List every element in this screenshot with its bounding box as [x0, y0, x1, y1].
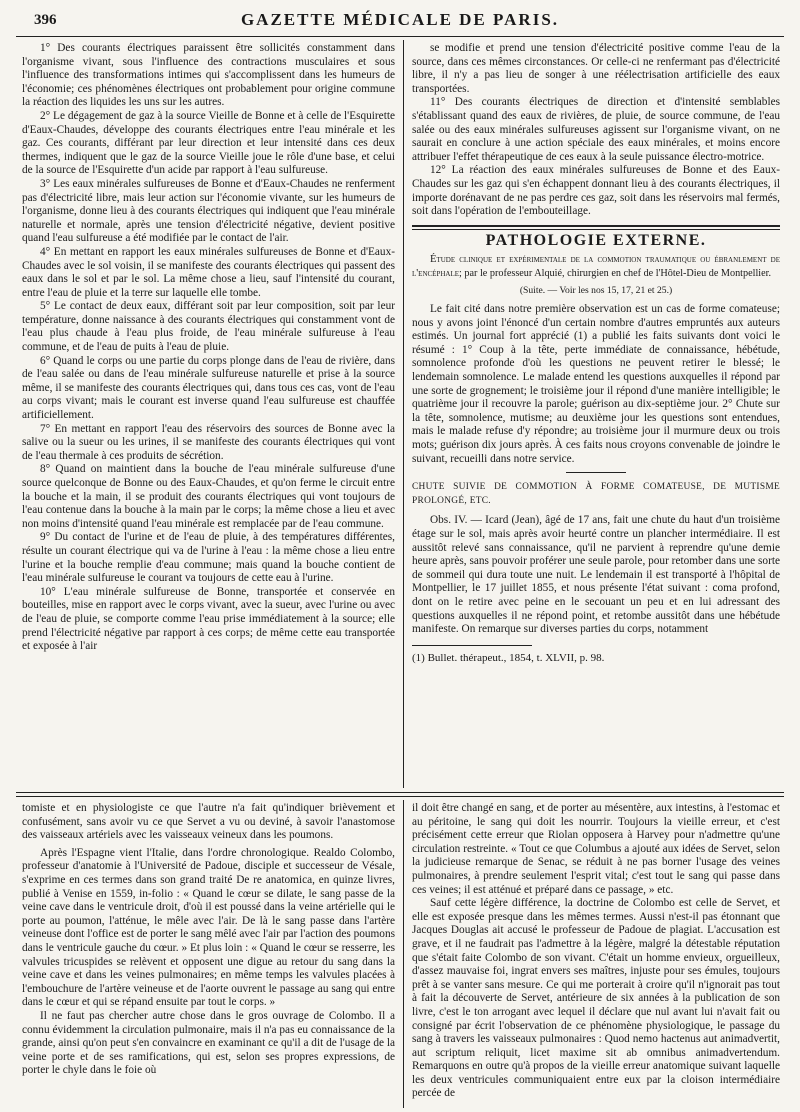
- case-heading: CHUTE SUIVIE DE COMMOTION À FORME COMATEUSE, DE MUTISME PROLONGÉ, ETC.: [412, 482, 780, 506]
- case-text: Obs. IV. — Icard (Jean), âgé de 17 ans, fait une chute du haut d'un troisième étage sur le sol, mais après avoir heurté contre un plancher intermédiaire. Il est aussitôt relevé sans connaissance, qu'il ne parvient à reprendre qu'une demie heure après, sans pouvoir proférer une seule parole, pour retomber dans une sorte de sommeil qui dura toute une nuit. Le lendemain il est transporté à l'hôpital de Montpellier, le 17 juillet 1855, et nous présente l'état suivant : coma profond, dont on le retire avec peine en le secouant un peu et en lui adressant des questions auxquelles il ne répond point, et retombe aussitôt dans une hébétude manifeste. On remarque sur diverses parties du corps, notamment: [412, 514, 780, 636]
- paragraph: 12° La réaction des eaux minérales sulfureuses de Bonne et des Eaux-Chaudes sur les gaz qui s'en échappent donnant lieu à des courants électriques, il importe dorénavant de ne pas perdre ces gaz, soit dans les réservoirs mal fermés, soit dans l'opération de l'embouteillage.: [412, 164, 780, 218]
- paragraph: se modifie et prend une tension d'électricité positive comme l'eau de la source, dans ces mêmes circonstances. Or celle-ci ne renfermant pas d'électricité libre, il n'y a pas lieu de songer à une réélectrisation artificielle des eaux transportées.: [412, 42, 780, 95]
- upper-column-divider: [403, 40, 404, 788]
- article-subtitle-caps: Étude clinique et expérimentale de la commotion traumatique ou ébranlement de l'encéphale: [412, 254, 780, 279]
- right-column-top: [412, 42, 780, 792]
- lower-column-divider: [403, 800, 404, 1108]
- footnote-rule: [412, 645, 532, 646]
- right-column-bottom: [412, 802, 780, 1108]
- feuilleton-rule-2: [16, 796, 784, 797]
- article-subtitle-rest: ; par le professeur Alquié, chirurgien en chef de l'Hôtel-Dieu de Montpellier.: [459, 267, 772, 279]
- paragraph: 1° Des courants électriques paraissent être sollicités constamment dans l'organisme vivant, sous l'influence des contractions musculaires et sous l'influence des transformations intimes qui s'accomplissent dans les humeurs de l'économie; ces phénomènes électriques ont probablement pour origine commune la réaction des liquides les uns sur les autres.: [22, 42, 395, 109]
- section-title: PATHOLOGIE EXTERNE.: [485, 231, 707, 249]
- section-rule-thin: [412, 229, 780, 230]
- page-header: [16, 8, 784, 34]
- paragraph: Après l'Espagne vient l'Italie, dans l'ordre chronologique. Realdo Colombo, professeur d'anatomie à l'Université de Padoue, disciple et successeur de Vésale, s'exprime en ces termes dans son grand traité De re anatomica, en quinze livres, publié à Venise en 1559, in-folio : « Quand le cœur se dilate, le sang passe de la veine cave dans le ventricule droit, d'où il est poussé dans la veine artérielle qui le porte au poumon, l'atténue, le mêle avec l'air. De là le sang passe dans l'artère veineuse dont l'office est de porter le sang mêlé avec l'air par l'action des poumons dans le ventricule gauche du cœur. » Et plus loin : « Quand le cœur se resserre, les valvules tricuspides se relèvent et opposent une digue au retour du sang dans la veine cave et dans les veines pulmonaires; en même temps les valvules placées à l'embouchure de l'artère veineuse et de l'aorte ouvrent le passage au sang qui entre dans le cœur et qui se répand ensuite par tout le corps. »: [22, 846, 395, 1009]
- header-rule: [16, 36, 784, 37]
- paragraph: il doit être changé en sang, et de porter au mésentère, aux intestins, à l'estomac et au péritoine, le sang qui doit les nourrir. Toujours la vieille erreur, et c'est précisément cette erreur que Riolan opposera à Harvey pour n'admettre qu'une circulation restreinte. « Tout ce que Columbus a ajouté aux idées de Servet, selon la judicieuse remarque de Senac, se réduit à ne pas borner l'usage des veines pulmonaires, à prendre seulement l'esprit vital; c'est tout le sang qui passe dans ces veines; il est atténué et préparé dans ce passage, » etc.: [412, 802, 780, 896]
- suite-note: (Suite. — Voir les nos 15, 17, 21 et 25.): [519, 284, 673, 296]
- article-subtitle: [412, 253, 780, 280]
- paragraph: 6° Quand le corps ou une partie du corps plonge dans de l'eau de rivière, dans de l'eau salée ou dans de l'eau minérale sulfureuse naturelle et prise à la source même, il se manifeste des courants électriques qui, dans tous ces cas, vont de l'eau au corps vivant; mais le courant est inverse quand l'eau sulfureuse est chauffée artificiellement.: [22, 354, 395, 422]
- paragraph: tomiste et en physiologiste ce que l'autre n'a fait qu'indiquer brièvement et confusément, sans avoir vu ce que Servet a vu ou deviné, à savoir l'anastomose des vaisseaux artériels avec les vaisseaux veineux dans les poumons.: [22, 802, 395, 842]
- page-number: 396: [34, 12, 57, 28]
- left-column-top: [22, 42, 395, 790]
- paragraph: Sauf cette légère différence, la doctrine de Colombo est celle de Servet, et elle est exposée presque dans les mêmes termes. Aussi n'est-il pas étonnant que Jacques Douglas ait accusé le professeur de Padoue de plagiat. L'accusation est grave, et il ne faudrait pas l'admettre à la légère, malgré la détestable réputation que s'était faite Colombo de son vivant. C'était un homme envieux, orgueilleux, d'assez mauvaise foi, ingrat envers ses maîtres, injuste pour ses émules, toujours prêt à se vanter sans mesure. Ce qui me porterait à croire qu'il n'ignorait pas tout à fait la découverte de Servet, antérieure de six années à la publication de son livre, c'est le ton arrogant avec lequel il déclare que nul avant lui n'avait fait ou consigné par écrit l'observation de ce phénomène physiologique, le passage du sang à travers les vaisseaux pulmonaires : Quod nemo hactenus aut animadvertit, aut scriptum reliquit, licet maxime sit ab omnibus animadvertendum. Remarquons en outre qu'à propos de la vieille erreur anatomique suivant laquelle les deux ventricules communiquaient entre eux par la cloison intermédiaire percée de: [412, 897, 780, 1100]
- paragraph: 7° En mettant en rapport l'eau des réservoirs des sources de Bonne avec la salive ou la sueur ou les urines, il se manifeste des courants électriques qui vont de l'eau thermale à ces produits de sécrétion.: [22, 422, 395, 462]
- paragraph: 5° Le contact de deux eaux, différant soit par leur composition, soit par leur température, donne naissance à des courants électriques qui constamment vont de l'eau plus chaude à l'eau plus froide, de l'eau minérale sulfureuse à l'eau commune, et de l'eau de puits à l'eau de pluie.: [22, 300, 395, 354]
- separator-dash: [566, 472, 626, 473]
- paragraph: 3° Les eaux minérales sulfureuses de Bonne et d'Eaux-Chaudes ne renferment pas d'électricité libre, mais leur action sur l'économie vivante, sur les humeurs de l'organisme, donne lieu à des courants électriques qui indiquent que l'eau minérale naturelle et normale, après une tension d'électricité négative, devient positive quand l'eau sulfureuse a été modifiée par le contact de l'air.: [22, 177, 395, 245]
- paragraph: 2° Le dégagement de gaz à la source Vieille de Bonne et à celle de l'Esquirette d'Eaux-Chaudes, développe des courants électriques entre l'eau minérale et les gaz. Ces courants, différant par leur direction et leur intensité dans ces deux thermes, indiquent que le gaz de la source Vieille joue le rôle d'une base, et celui de la source de l'Esquirette d'un acide par rapport à l'eau sulfureuse.: [22, 109, 395, 177]
- paragraph: 11° Des courants électriques de direction et d'intensité semblables s'établissant quand des eaux de rivières, de pluie, de source commune, de l'eau salée ou des eaux minérales sulfureuses agissent sur l'organisme vivant, on ne saurait en conclure à une action spéciale des eaux minérales, et moins encore attribuer l'effet thérapeutique de ces eaux à la seule puissance électro-motrice.: [412, 96, 780, 163]
- article-intro: Le fait cité dans notre première observation est un cas de forme comateuse; nous y avons joint l'énoncé d'un certain nombre d'autres empruntés aux auteurs estimés. Un journal fort apprécié (1) a publié les faits suivants dont voici le résumé : 1° Coup à la tête, perte immédiate de connaissance, hébétude, somnolence profonde d'où les questions ne peuvent retirer le blessé; le lendemain somnolence. Le malade entend les questions auxquelles il répond par une sorte de grognement; le troisième jour il répond d'une manière intelligible; le quatrième jour il recouvre la parole; guérison au dix-septième jour. 2° Chute sur la tête, somnolence, mutisme; au deuxième jour les questions sont entendues, mais le malade refuse d'y répondre; au troisième jour il murmure deux ou trois mots; guérison dix jours après. À ces faits nous croyons convenable de joindre le suivant, recueilli dans notre service.: [412, 303, 780, 465]
- footnote: (1) Bullet. thérapeut., 1854, t. XLVII, p. 98.: [412, 651, 605, 664]
- paragraph: 4° En mettant en rapport les eaux minérales sulfureuses de Bonne et d'Eaux-Chaudes avec le sol voisin, il se manifeste des courants électriques qui passent des eaux dans le sol et par le sol. La même chose a lieu, sauf l'intensité du courant, entre l'eau de pluie et la terre sur laquelle elle tombe.: [22, 245, 395, 299]
- running-title: GAZETTE MÉDICALE DE PARIS.: [240, 10, 560, 29]
- paragraph: 8° Quand on maintient dans la bouche de l'eau minérale sulfureuse d'une source quelconque de Bonne ou des Eaux-Chaudes, et qu'on ferme le circuit entre la bouche et la main, il se produit des courants électriques qui vont toujours de l'eau contenue dans la bouche à la main par le corps; la même chose a lieu et avec non moins d'intensité quand l'eau minérale est remplacée par de l'eau commune.: [22, 463, 395, 530]
- paragraph: 10° L'eau minérale sulfureuse de Bonne, transportée et conservée en bouteilles, mise en rapport avec le corps vivant, avec la sueur, avec l'urine ou avec de l'eau de pluie, se comporte comme l'eau prise immédiatement à la source; elle prend l'électricité négative par rapport à ces corps; de même cette eau transportée et exposée à l'air: [22, 585, 395, 653]
- section-rule-thick: [412, 225, 780, 227]
- paragraph: Il ne faut pas chercher autre chose dans le gros ouvrage de Colombo. Il a connu évidemment la circulation pulmonaire, mais il n'a pas eu connaissance de la grande, ainsi qu'on peut s'en convaincre en examinant ce qu'il a dit de l'usage de la veine porte et de ses ramifications, qui est, selon ses propres expressions, de porter le chyle dans le foie où: [22, 1009, 395, 1077]
- feuilleton-rule-1: [16, 792, 784, 793]
- paragraph: 9° Du contact de l'urine et de l'eau de pluie, à des températures différentes, résulte un courant électrique qui va de l'urine à l'eau : la même chose a lieu entre l'urine et la bouche remplie d'eau commune; mais quand la bouche contient de l'eau minérale sulfureuse le courant va toujours de cette eau à l'urine.: [22, 531, 395, 585]
- left-column-bottom: [22, 802, 395, 1108]
